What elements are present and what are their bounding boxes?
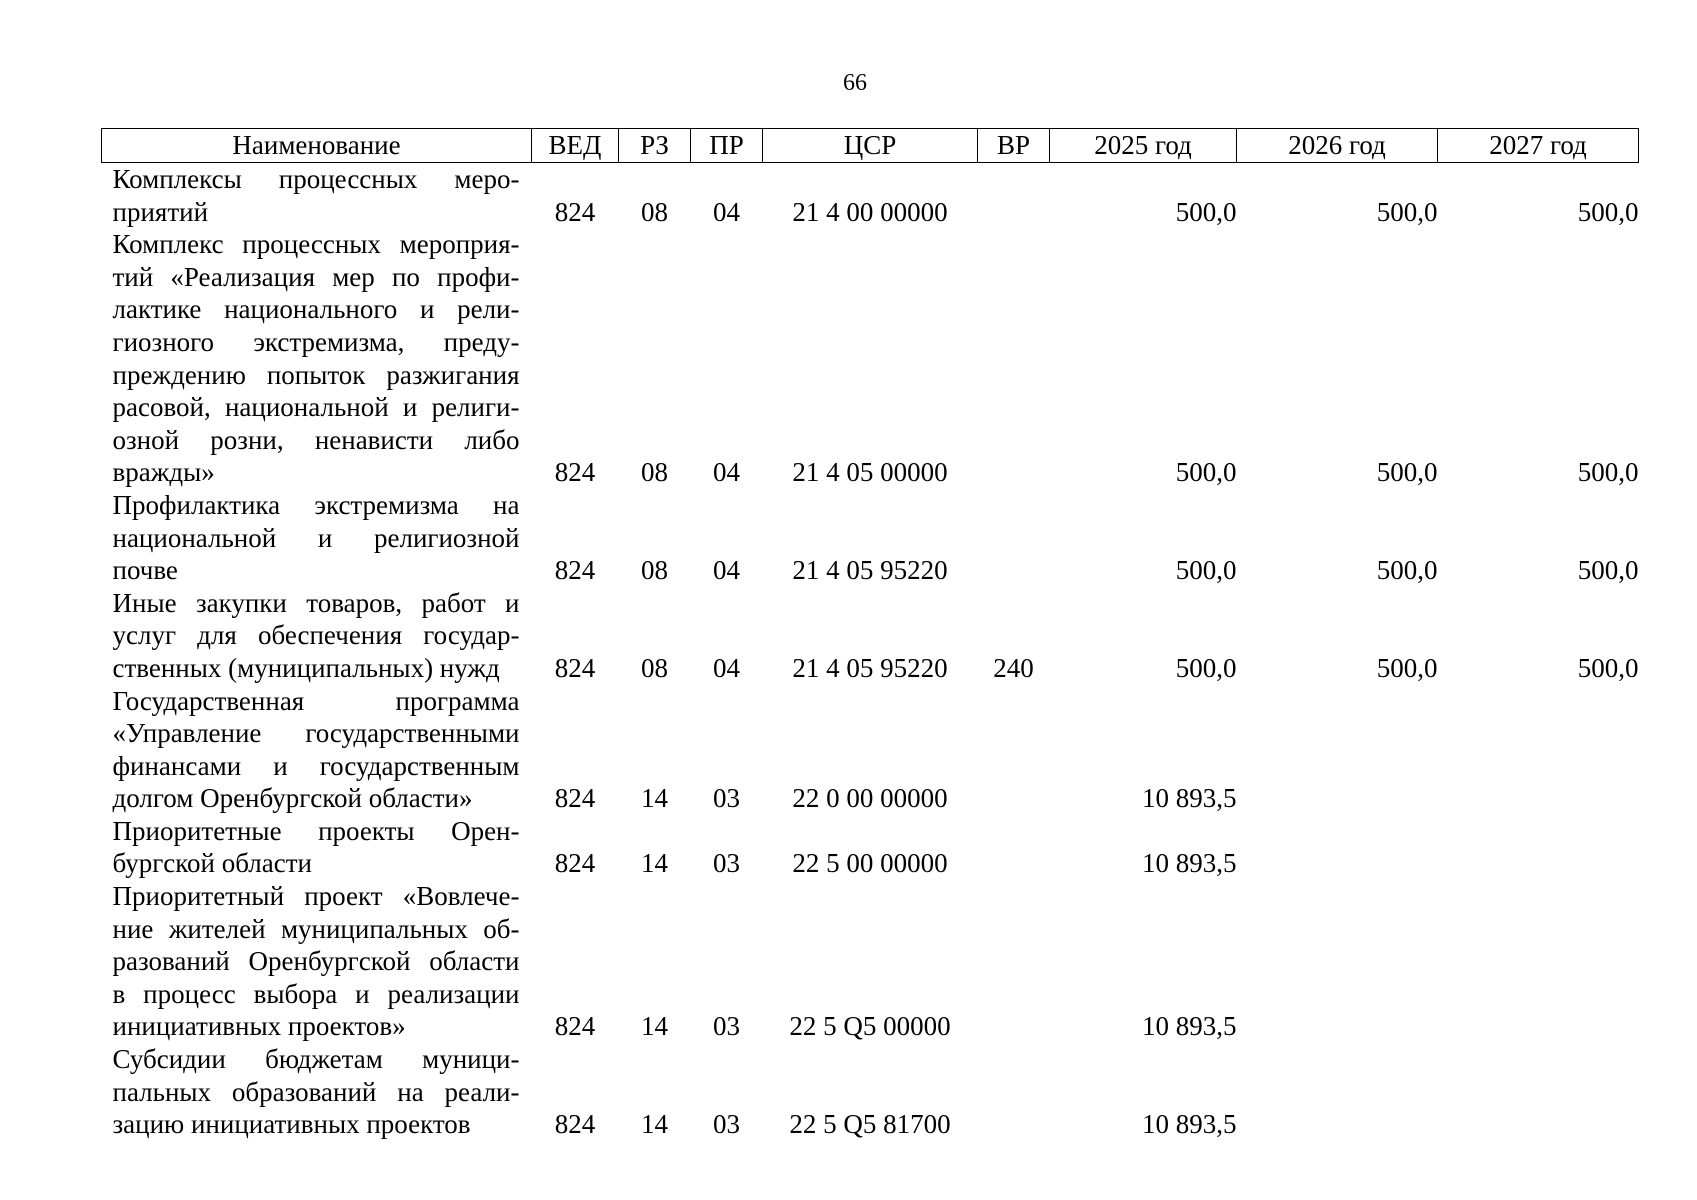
cell-csr: 22 5 Q5 81700 (789, 1109, 951, 1140)
cell-name-line: Комплекс процессных мероприя- (112, 229, 520, 260)
page-number: 66 (843, 70, 867, 96)
cell-2027: 500,0 (1577, 555, 1639, 586)
cell-pr: 04 (713, 457, 740, 488)
cell-ved: 824 (554, 783, 596, 814)
cell-2026: 500,0 (1376, 457, 1438, 488)
cell-name-line: пальных образований на реали- (112, 1076, 520, 1107)
cell-name-line: Государственная программа (112, 685, 520, 716)
cell-2027 (1438, 1043, 1639, 1141)
cell-rz: 08 (641, 555, 668, 586)
cell-2026: 500,0 (1376, 196, 1438, 227)
cell-name-line: в процесс выбора и реализации (112, 978, 520, 1009)
cell-ved: 824 (554, 652, 596, 683)
cell-name-line: разований Оренбургской области (112, 946, 520, 977)
cell-2025: 10 893,5 (1142, 1109, 1237, 1140)
cell-ved: 824 (554, 196, 596, 227)
cell-2026 (1237, 1043, 1438, 1141)
cell-rz: 14 (641, 1011, 668, 1042)
cell-pr: 04 (713, 196, 740, 227)
cell-vr (978, 880, 1050, 1043)
cell-2025: 500,0 (1175, 196, 1237, 227)
column-header-rz: РЗ (619, 129, 691, 163)
table-row (102, 163, 1639, 229)
cell-name (102, 880, 532, 1043)
cell-name-line: бургской области (112, 848, 312, 879)
cell-name-line: долгом Оренбургской области» (112, 783, 473, 814)
column-header-name: Наименование (102, 129, 532, 163)
cell-name-line: зацию инициативных проектов (112, 1109, 471, 1140)
cell-vr (978, 815, 1050, 880)
cell-vr (978, 163, 1050, 229)
cell-name-line: Комплексы процессных меро- (112, 164, 520, 194)
table-row (102, 489, 1639, 587)
cell-2026 (1237, 815, 1438, 880)
cell-rz: 14 (641, 783, 668, 814)
cell-2027: 500,0 (1577, 652, 1639, 683)
column-header-2026: 2026 год (1237, 129, 1438, 163)
cell-name-line: Приоритетные проекты Орен- (112, 815, 520, 846)
cell-pr: 04 (713, 555, 740, 586)
cell-name (102, 587, 532, 685)
cell-ved: 824 (554, 848, 596, 879)
cell-pr: 04 (713, 652, 740, 683)
cell-2027: 500,0 (1577, 457, 1639, 488)
table-body (102, 163, 1639, 1141)
cell-name-line: национальной и религиозной (112, 522, 520, 553)
cell-pr: 03 (713, 1109, 740, 1140)
cell-name-line: инициативных проектов» (112, 1011, 406, 1042)
cell-pr: 03 (713, 848, 740, 879)
cell-name-line: вражды» (112, 457, 215, 488)
cell-rz: 14 (641, 1109, 668, 1140)
cell-name-line: приятий (112, 196, 209, 227)
cell-csr: 21 4 00 00000 (792, 196, 948, 227)
cell-csr: 21 4 05 95220 (792, 555, 948, 586)
cell-rz: 08 (641, 652, 668, 683)
table-row (102, 815, 1639, 880)
cell-ved: 824 (554, 555, 596, 586)
cell-2025: 10 893,5 (1142, 783, 1237, 814)
cell-name (102, 685, 532, 815)
cell-ved: 824 (554, 457, 596, 488)
cell-csr: 22 5 00 00000 (792, 848, 948, 879)
cell-csr: 22 0 00 00000 (792, 783, 948, 814)
cell-name (102, 163, 532, 229)
cell-2026: 500,0 (1376, 652, 1438, 683)
cell-name-line: озной розни, ненависти либо (112, 424, 520, 455)
cell-name-line: Субсидии бюджетам муници- (112, 1044, 520, 1075)
cell-name-line: Профилактика экстремизма на (112, 489, 520, 520)
cell-name-line: почве (112, 555, 178, 586)
table-row (102, 587, 1639, 685)
cell-name-line: тий «Реализация мер по профи- (112, 261, 520, 292)
cell-2025: 10 893,5 (1142, 1011, 1237, 1042)
cell-vr (978, 228, 1050, 489)
cell-2026 (1237, 685, 1438, 815)
column-header-vr: ВР (978, 129, 1050, 163)
cell-name-line: расовой, национальной и религи- (112, 392, 520, 423)
cell-csr: 21 4 05 00000 (792, 457, 948, 488)
cell-2025: 500,0 (1175, 652, 1237, 683)
column-header-ved: ВЕД (532, 129, 619, 163)
cell-2026 (1237, 880, 1438, 1043)
cell-2025: 10 893,5 (1142, 848, 1237, 879)
cell-rz: 14 (641, 848, 668, 879)
cell-2025: 500,0 (1175, 457, 1237, 488)
cell-vr (978, 1043, 1050, 1141)
cell-vr (978, 685, 1050, 815)
table-row (102, 685, 1639, 815)
budget-table (101, 128, 1639, 1141)
table-row (102, 880, 1639, 1043)
cell-name (102, 228, 532, 489)
cell-name-line: гиозного экстремизма, преду- (112, 326, 520, 357)
cell-name (102, 489, 532, 587)
cell-rz: 08 (641, 196, 668, 227)
cell-pr: 03 (713, 1011, 740, 1042)
table-row (102, 1043, 1639, 1141)
column-header-2025: 2025 год (1050, 129, 1237, 163)
cell-ved: 824 (554, 1109, 596, 1140)
cell-name-line: Приоритетный проект «Вовлече- (112, 881, 520, 912)
cell-name-line: ственных (муниципальных) нужд (112, 652, 500, 683)
cell-name-line: «Управление государственными (112, 718, 520, 749)
cell-name-line: ние жителей муниципальных об- (112, 913, 520, 944)
cell-2027: 500,0 (1577, 196, 1639, 227)
cell-2025: 500,0 (1175, 555, 1237, 586)
cell-2027 (1438, 815, 1639, 880)
cell-vr: 240 (993, 652, 1034, 683)
cell-name-line: преждению попыток разжигания (112, 359, 520, 390)
cell-csr: 22 5 Q5 00000 (789, 1011, 951, 1042)
cell-rz: 08 (641, 457, 668, 488)
cell-name (102, 815, 532, 880)
cell-pr: 03 (713, 783, 740, 814)
table-header-row (102, 129, 1639, 163)
cell-2026: 500,0 (1376, 555, 1438, 586)
cell-ved: 824 (554, 1011, 596, 1042)
cell-2027 (1438, 685, 1639, 815)
cell-csr: 21 4 05 95220 (792, 652, 948, 683)
cell-name-line: лактике национального и рели- (112, 294, 520, 325)
column-header-pr: ПР (691, 129, 763, 163)
cell-2027 (1438, 880, 1639, 1043)
cell-name (102, 1043, 532, 1141)
table-row (102, 228, 1639, 489)
column-header-2027: 2027 год (1438, 129, 1639, 163)
cell-name-line: Иные закупки товаров, работ и (112, 587, 520, 618)
cell-name-line: услуг для обеспечения государ- (112, 620, 520, 651)
column-header-csr: ЦСР (763, 129, 978, 163)
cell-vr (978, 489, 1050, 587)
cell-name-line: финансами и государственным (112, 750, 520, 781)
